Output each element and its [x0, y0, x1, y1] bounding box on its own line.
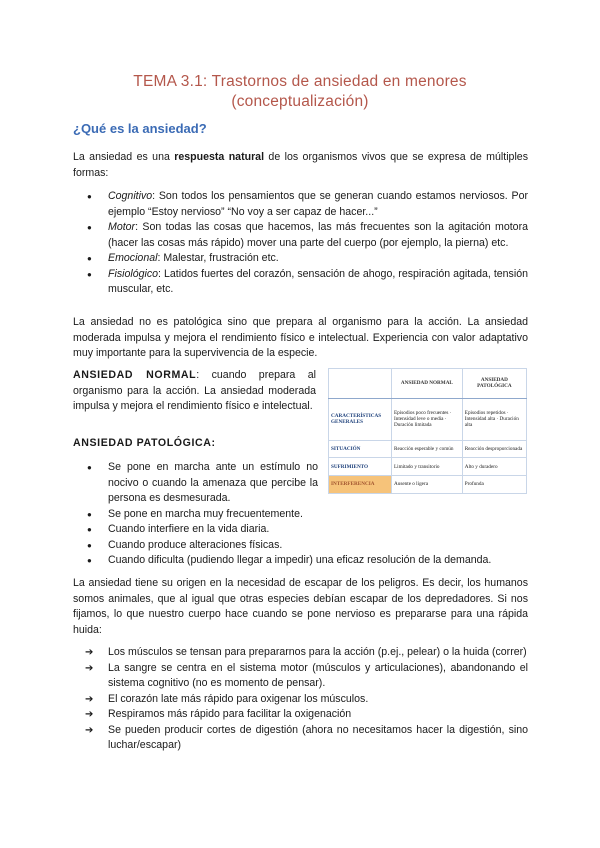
list-item: ➔ Respiramos más rápido para facilitar la oxigenación [73, 707, 528, 723]
table-cell: Ausente o ligera [392, 476, 463, 494]
section-heading: ¿Qué es la ansiedad? [73, 121, 207, 136]
table-row-header: SUFRIMIENTO [329, 458, 392, 476]
form-text: : Malestar, frustración etc. [157, 252, 279, 264]
title-line-2: (conceptualización) [231, 93, 369, 110]
table-cell: Episodios repetidos · Intensidad alta · Duración alta [462, 398, 526, 440]
page-title [60, 72, 540, 112]
table-row-header: INTERFERENCIA [329, 476, 392, 494]
table-cell: Profunda [462, 476, 526, 494]
form-label: Fisiológico [108, 267, 159, 280]
form-text: : Son todas las cosas que hacemos, las más frecuentes son la agitación motora (hacer las cosas más rápido) mover una parte del cuerpo (por ejemplo, la pierna) etc. [108, 221, 528, 249]
adaptive-paragraph: La ansiedad no es patológica sino que prepara al organismo para la acción. La ansiedad moderada impulsa y mejora el rendimiento físico e intelectual. Experiencia con valor adaptativo muy importante para la supervivencia de la especie. [73, 316, 528, 359]
table-cell: Limitado y transitorio [392, 458, 463, 476]
comparison-table [328, 368, 527, 494]
table-header-cell [329, 369, 392, 399]
intro-bold-term: respuesta natural [174, 151, 265, 163]
form-label: Emocional [108, 252, 158, 264]
table-cell: Reacción desproporcionada [462, 440, 526, 458]
title-line-1: TEMA 3.1: Trastornos de ansiedad en menores [133, 73, 467, 90]
table-row [329, 476, 527, 494]
list-item: ● Cuando interfiere en la vida diaria. [73, 522, 528, 538]
table-row-header: CARACTERÍSTICAS GENERALES [329, 398, 392, 440]
list-item: ● Se pone en marcha muy frecuentemente. [73, 507, 528, 523]
origin-paragraph: La ansiedad tiene su origen en la necesidad de escapar de los peligros. Es decir, los humanos somos animales, que al igual que otras especies debían escapar de los depredadores. Si nos fijamos, lo que nuestro cuerpo hace cuando se pone nervioso es prepararse para una rápida huida: [73, 577, 528, 636]
table-row [329, 398, 527, 440]
normal-anxiety-text: : cuando prepara al organismo para la acción. La ansiedad moderada impulsa y mejora el rendimiento físico e intelectual. [73, 369, 316, 412]
table-cell: Reacción esperable y común [392, 440, 463, 458]
normal-anxiety-label: ANSIEDAD NORMAL [73, 369, 197, 381]
list-item [73, 220, 528, 251]
table-header-cell: ANSIEDAD NORMAL [392, 369, 463, 399]
intro-text-start: La ansiedad es una [73, 151, 175, 163]
table-cell: Episodios poco frecuentes · Intensidad leve o media · Duración limitada [392, 398, 463, 440]
table-header-cell: ANSIEDAD PATOLÓGICA [462, 369, 526, 399]
form-text: : Son todos los pensamientos que se generan cuando estamos nerviosos. Por ejemplo “Estoy nervioso” “No voy a ser capaz de hacer...” [108, 190, 528, 218]
body-responses-list [73, 645, 528, 754]
anxiety-forms-list [73, 189, 528, 298]
list-item: ➔ La sangre se centra en el sistema motor (músculos y articulaciones), abandonando el sistema cognitivo (no es momento de pensar). [73, 661, 528, 692]
list-item [73, 251, 528, 267]
pathological-anxiety-label: ANSIEDAD PATOLÓGICA: [73, 437, 216, 449]
list-item: ● Cuando produce alteraciones físicas. [73, 538, 528, 554]
table-row-header: SITUACIÓN [329, 440, 392, 458]
table-row [329, 458, 527, 476]
intro-text-end: de los organismos vivos que se expresa de múltiples formas: [73, 151, 528, 179]
form-text: : Latidos fuertes del corazón, sensación de ahogo, respiración agitada, tensión muscular, etc. [108, 267, 528, 295]
form-label: Cognitivo [108, 190, 153, 202]
list-item [73, 267, 528, 298]
list-item: ● Cuando dificulta (pudiendo llegar a impedir) una eficaz resolución de la demanda. [73, 553, 528, 569]
table-row [329, 440, 527, 458]
list-item [73, 189, 528, 220]
normal-anxiety-paragraph [73, 368, 316, 415]
table-cell: Alto y duradero [462, 458, 526, 476]
list-item: ➔ El corazón late más rápido para oxigenar los músculos. [73, 692, 528, 708]
list-item: ➔ Se pueden producir cortes de digestión (ahora no necesitamos hacer la digestión, sino luchar/escapar) [73, 723, 528, 754]
intro-paragraph [73, 150, 528, 181]
list-item: ● Se pone en marcha ante un estímulo no nocivo o cuando la amenaza que percibe la persona es desmesurada. [73, 460, 318, 507]
list-item: ➔ Los músculos se tensan para prepararnos para la acción (p.ej., pelear) o la huida (correr) [73, 645, 528, 661]
form-label: Motor [108, 221, 136, 233]
table-header-row [329, 369, 527, 399]
